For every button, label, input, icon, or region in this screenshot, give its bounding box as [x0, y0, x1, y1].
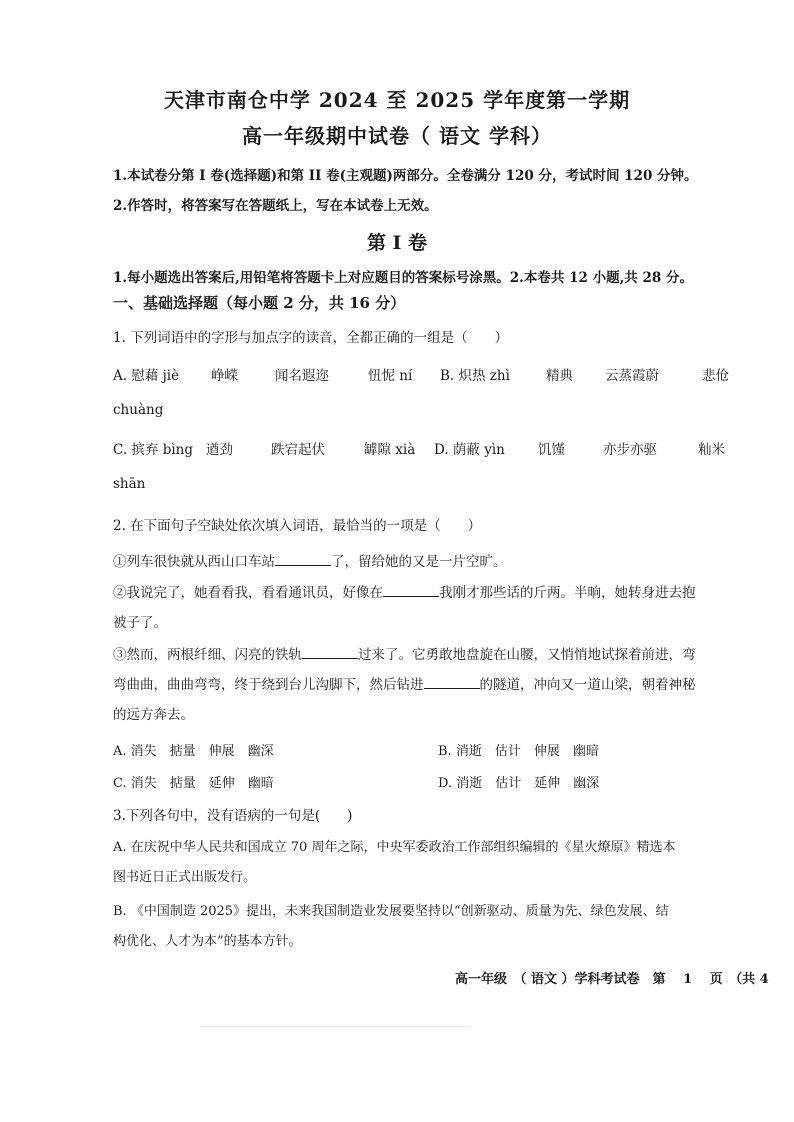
q1-option-d: D. 荫蔽 yìn [434, 442, 505, 458]
q1-row-cd-wrap: shān [113, 476, 146, 492]
q1-option-a: A. 慰藉 jiè [113, 368, 180, 384]
section-title: 一、基础选择题（每小题 2 分，共 16 分） [113, 294, 406, 312]
scan-artifact-line [200, 1026, 470, 1027]
q1-word: 罅隙 xià [364, 442, 416, 458]
part-instructions: 1.每小题选出答案后,用铅笔将答题卡上对应题目的答案标号涂黑。2.本卷共 12 小题,共 28 分。 [113, 270, 693, 286]
q2-option-c: C. 消失 掂量 延伸 幽暗 [113, 776, 274, 791]
page-footer: 高一年级 （ 语文 ）学科考试卷 第 1 页 （共 4 [455, 972, 769, 987]
q2-sentence-3: ③然而，两根纤细、闪亮的铁轨 过来了。它勇敢地盘旋在山腰，又悄悄地试探着前进，弯 弯曲曲，曲曲弯弯，终于绕到台儿沟脚下，然后钻进 的隧道，冲向又一道山梁，朝着神秘 的远方奔去。 [113, 647, 696, 723]
q3-option-a-line2: 图书近日正式出版发行。 [113, 870, 257, 885]
q1-word: 云蒸霞蔚 [605, 368, 659, 384]
answer-blank [302, 646, 358, 659]
answer-blank [383, 584, 439, 597]
q1-word: 悲伧 [702, 368, 729, 384]
q1-options-row-cd [113, 438, 733, 460]
q3-stem: 3.下列各句中，没有语病的一句是( ) [113, 808, 353, 824]
q1-word: 忸怩 ní [368, 368, 413, 384]
q1-option-b: B. 炽热 zhì [440, 368, 510, 384]
q1-word: 饥馑 [538, 442, 565, 458]
q3-option-b-line1: B. 《中国制造 2025》提出，未来我国制造业发展要坚持以“创新驱动、质量为先、绿色发展、结 [113, 904, 669, 919]
q1-word: 峥嵘 [211, 368, 238, 384]
q1-stem: 1. 下列词语中的字形与加点字的读音，全都正确的一组是（ ） [113, 330, 509, 346]
note-2: 2.作答时，将答案写在答题纸上，写在本试卷上无效。 [113, 198, 438, 214]
q3-option-a-line1: A. 在庆祝中华人民共和国成立 70 周年之际，中央军委政治工作部组织编辑的《星火燎原》精选本 [113, 840, 676, 855]
q1-word: 籼米 [698, 442, 725, 458]
q2-option-d: D. 消逝 估计 延伸 幽深 [438, 776, 600, 791]
q1-row-ab-wrap: chuàng [113, 402, 164, 418]
q1-word: 精典 [546, 368, 573, 384]
part-heading: 第 I 卷 [366, 232, 428, 254]
q1-options-row-ab [113, 364, 733, 386]
q2-sentence-1: ①列车很快就从西山口车站 了，留给她的又是一片空旷。 [113, 554, 507, 570]
q1-word: 跌宕起伏 [271, 442, 325, 458]
exam-subtitle: 高一年级期中试卷（ 语文 学科） [242, 124, 552, 148]
q2-stem: 2. 在下面句子空缺处依次填入词语，最恰当的一项是（ ） [113, 518, 482, 534]
q1-word: 遒劲 [206, 442, 233, 458]
note-1: 1.本试卷分第 I 卷(选择题)和第 II 卷(主观题)两部分。全卷满分 120 分，考试时间 120 分钟。 [113, 168, 698, 184]
q1-option-c: C. 摈弃 bìng [113, 442, 194, 458]
answer-blank [424, 676, 480, 689]
answer-blank [275, 553, 331, 566]
q1-word: 闻名遐迩 [275, 368, 329, 384]
q3-option-b-line2: 构优化、人才为本”的基本方针。 [113, 934, 302, 949]
q2-sentence-2: ②我说完了，她看看我，看看通讯员，好像在 我刚才那些话的斤两。半晌，她转身进去抱 被子了。 [113, 585, 696, 631]
q2-option-b: B. 消逝 估计 伸展 幽暗 [438, 744, 599, 759]
q1-word: 亦步亦驱 [603, 442, 657, 458]
q2-option-a: A. 消失 掂量 伸展 幽深 [113, 744, 274, 759]
exam-title: 天津市南仓中学 2024 至 2025 学年度第一学期 [163, 88, 631, 112]
